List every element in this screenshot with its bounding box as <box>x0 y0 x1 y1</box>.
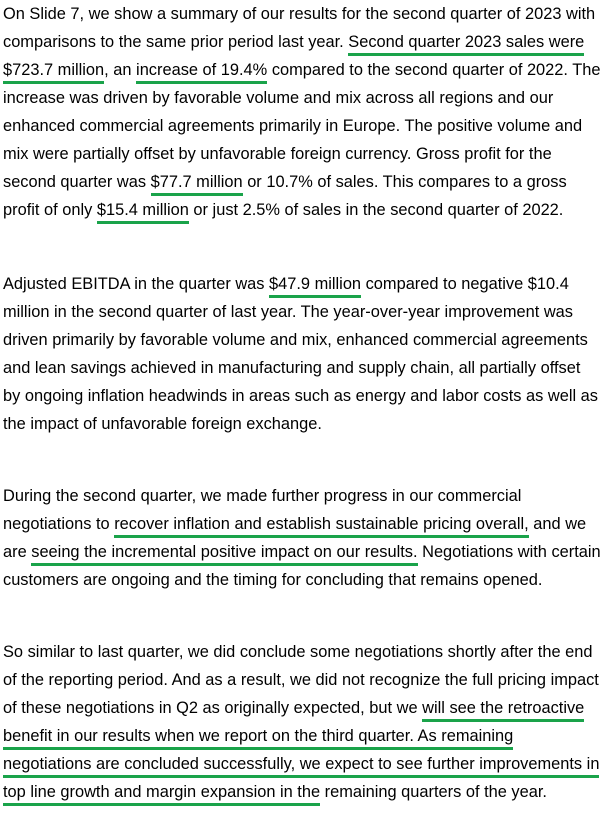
highlighted-segment: Second quarter 2023 sales were $723.7 million <box>3 33 584 84</box>
paragraph-commercial-negotiations <box>3 482 602 594</box>
paragraph-sales-summary <box>3 0 602 224</box>
text-segment: Negotiations with certain customers are ongoing and the timing for concluding that remains opened. <box>3 543 601 589</box>
highlighted-segment: will see the retroactive benefit in our results when we report on the third quarter. As remaining negotiations are concluded successfully, we expect to see further improvements in top line growth and margin expansion in the <box>3 699 599 806</box>
highlighted-segment: $15.4 million <box>97 201 189 224</box>
text-segment: So similar to last quarter, we did conclude some negotiations shortly after the end of the reporting period. And as a result, we did not recognize the full pricing impact of these negotiations in Q2 as originally expected, but we <box>3 643 599 717</box>
text-segment: and we are <box>3 515 587 561</box>
highlighted-segment: $47.9 million <box>269 275 361 298</box>
text-segment: or 10.7% of sales. This compares to a gross profit of only <box>3 173 567 219</box>
text-segment: compared to the second quarter of 2022. The increase was driven by favorable volume and mix across all regions and our enhanced commercial agreements primarily in Europe. The positive volume and mix were partially offset by unfavorable foreign currency. Gross profit for the second quarter was <box>3 61 601 191</box>
paragraph-adjusted-ebitda <box>3 270 602 438</box>
text-segment: compared to negative $10.4 million in the second quarter of last year. The year-over-year improvement was driven primarily by favorable volume and mix, enhanced commercial agreements and lean savings achieved in manufacturing and supply chain, all partially offset by ongoing inflation headwinds in areas such as energy and labor costs as well as the impact of unfavorable foreign exchange. <box>3 275 598 433</box>
text-segment: During the second quarter, we made further progress in our commercial negotiations to <box>3 487 522 533</box>
highlighted-segment: increase of 19.4% <box>136 61 267 84</box>
paragraph-pricing-outlook <box>3 638 602 806</box>
text-segment: On Slide 7, we show a summary of our results for the second quarter of 2023 with comparisons to the same prior period last year. <box>3 5 596 51</box>
text-segment: Adjusted EBITDA in the quarter was <box>3 275 270 293</box>
highlighted-segment: recover inflation and establish sustainable pricing overall, <box>114 515 529 538</box>
text-segment: , an <box>104 61 137 79</box>
text-segment: or just 2.5% of sales in the second quarter of 2022. <box>188 201 564 219</box>
text-segment: remaining quarters of the year. <box>320 783 547 801</box>
highlighted-segment: $77.7 million <box>151 173 243 196</box>
highlighted-segment: seeing the incremental positive impact on our results. <box>31 543 417 566</box>
